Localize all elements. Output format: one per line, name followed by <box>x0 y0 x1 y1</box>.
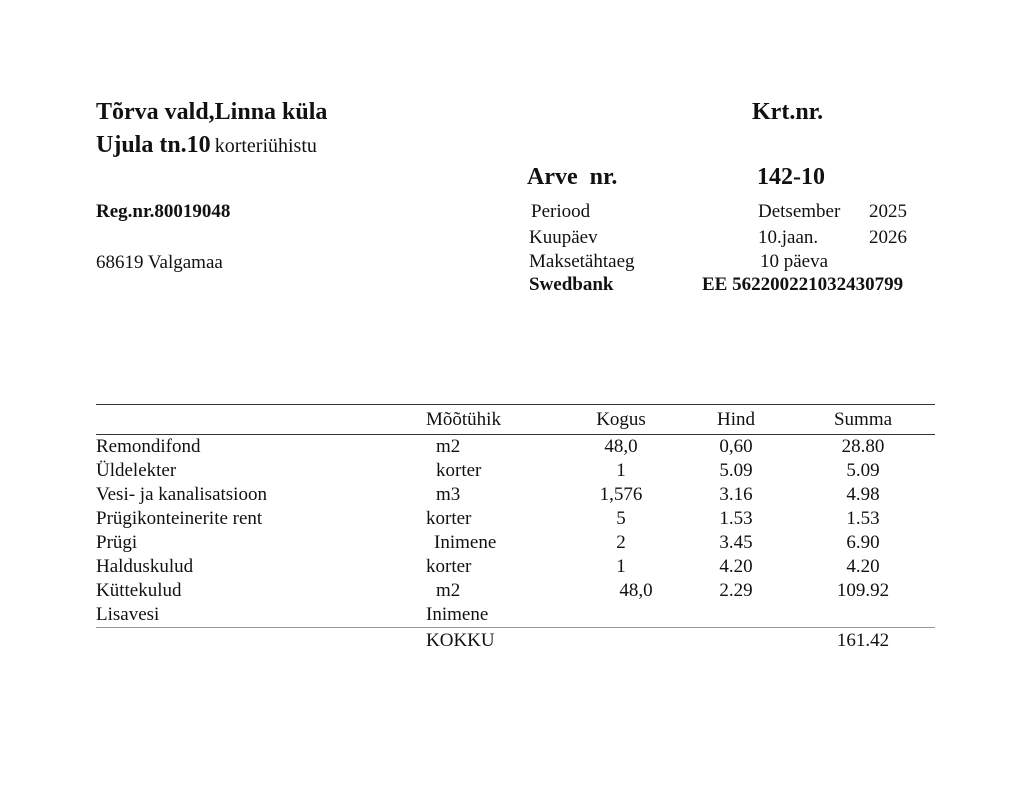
item-sum: 109.92 <box>836 580 890 601</box>
due-value: 10 päeva <box>760 251 829 272</box>
item-sum: 4.20 <box>846 556 880 577</box>
period-label: Periood <box>531 201 591 222</box>
item-unit: m3 <box>436 484 461 505</box>
org-name-line <box>96 132 317 159</box>
column-header-item <box>96 405 426 435</box>
item-unit: korter <box>436 460 482 481</box>
invoice-number-label: Arve nr. <box>527 164 618 190</box>
item-price: 5.09 <box>719 460 753 481</box>
item-unit: Inimene <box>426 604 489 625</box>
due-label: Maksetähtaeg <box>529 251 635 272</box>
item-unit: korter <box>426 556 472 577</box>
item-quantity: 48,0 <box>619 580 653 601</box>
table-row <box>96 483 935 507</box>
item-quantity: 1 <box>616 460 626 481</box>
item-sum: 28.80 <box>841 436 885 457</box>
item-unit: m2 <box>436 580 461 601</box>
table-row <box>96 603 935 628</box>
date-label: Kuupäev <box>529 227 598 248</box>
item-sum <box>791 603 935 628</box>
apartment-number-label: Krt.nr. <box>752 99 824 125</box>
item-sum: 6.90 <box>846 532 880 553</box>
item-name: Lisavesi <box>96 604 160 625</box>
charges-table <box>96 404 935 654</box>
org-type: korteriühistu <box>214 135 317 157</box>
postal-address: 68619 Valgamaa <box>96 252 223 273</box>
item-name: Halduskulud <box>96 556 194 577</box>
item-name: Prügi <box>96 532 138 553</box>
column-header-sum: Summa <box>791 405 935 435</box>
total-spacer <box>561 628 681 655</box>
item-price: 2.29 <box>719 580 753 601</box>
item-quantity <box>561 603 681 628</box>
item-price <box>681 603 791 628</box>
invoice-number: 142-10 <box>757 164 825 190</box>
item-sum: 5.09 <box>846 460 880 481</box>
table-row <box>96 435 935 460</box>
item-quantity: 1 <box>616 556 626 577</box>
table-row <box>96 531 935 555</box>
item-name: Küttekulud <box>96 580 182 601</box>
org-address-line: Tõrva vald,Linna küla <box>96 99 328 125</box>
item-price: 0,60 <box>719 436 753 457</box>
total-label: KOKKU <box>426 628 561 655</box>
item-price: 4.20 <box>719 556 753 577</box>
item-quantity: 5 <box>616 508 626 529</box>
column-header-price: Hind <box>681 405 791 435</box>
table-row <box>96 507 935 531</box>
item-name: Üldelekter <box>96 460 177 481</box>
item-price: 1.53 <box>719 508 753 529</box>
item-unit: m2 <box>436 436 461 457</box>
table-row <box>96 579 935 603</box>
item-unit: korter <box>426 508 472 529</box>
date-day: 10.jaan. <box>758 227 819 248</box>
bank-account: EE 562200221032430799 <box>702 274 904 295</box>
org-street: Ujula tn.10 <box>96 132 211 158</box>
table-row <box>96 459 935 483</box>
column-header-unit: Mõõtühik <box>426 405 561 435</box>
table-header-row <box>96 405 935 435</box>
item-sum: 1.53 <box>846 508 880 529</box>
date-year: 2026 <box>869 227 907 248</box>
period-month: Detsember <box>758 201 841 222</box>
total-row <box>96 628 935 655</box>
total-sum: 161.42 <box>791 628 935 655</box>
item-name: Remondifond <box>96 436 201 457</box>
item-quantity: 2 <box>616 532 626 553</box>
column-header-quantity: Kogus <box>561 405 681 435</box>
total-spacer <box>681 628 791 655</box>
item-name: Prügikonteinerite rent <box>96 508 263 529</box>
registration-number: Reg.nr.80019048 <box>96 201 231 222</box>
item-price: 3.45 <box>719 532 753 553</box>
item-unit: Inimene <box>434 532 497 553</box>
item-quantity: 48,0 <box>604 436 638 457</box>
item-name: Vesi- ja kanalisatsioon <box>96 484 267 505</box>
table-row <box>96 555 935 579</box>
period-year: 2025 <box>869 201 907 222</box>
item-price: 3.16 <box>719 484 753 505</box>
bank-name: Swedbank <box>529 274 614 295</box>
total-spacer <box>96 628 426 655</box>
item-sum: 4.98 <box>846 484 880 505</box>
item-quantity: 1,576 <box>599 484 643 505</box>
